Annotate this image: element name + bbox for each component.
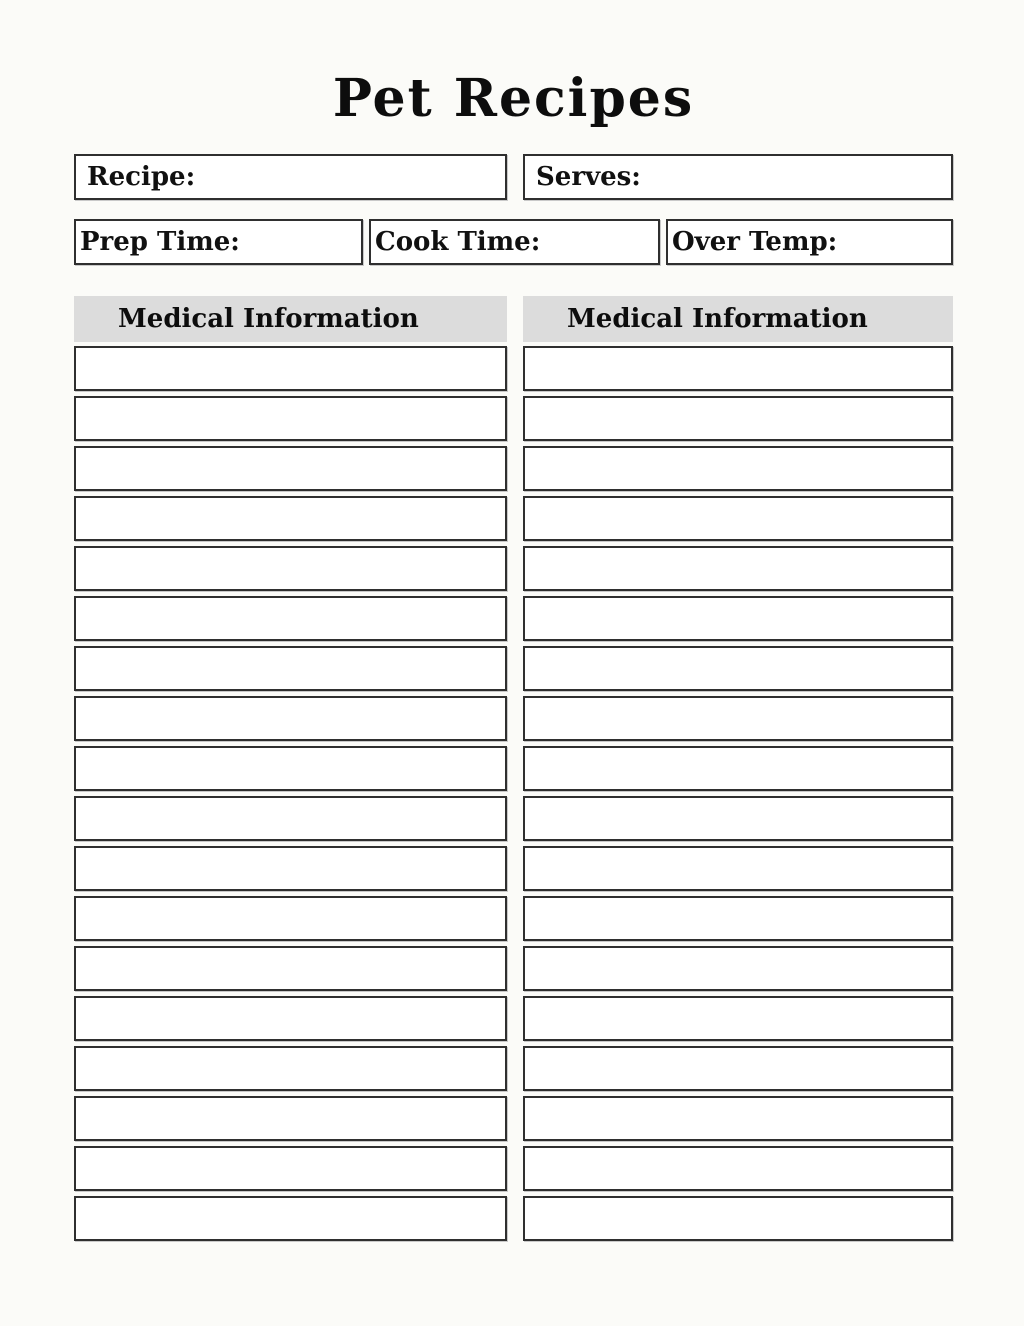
medical-info-row[interactable] bbox=[523, 546, 953, 591]
medical-info-row[interactable] bbox=[74, 696, 507, 741]
oven-temp-field[interactable] bbox=[666, 219, 953, 265]
medical-info-row[interactable] bbox=[74, 496, 507, 541]
medical-info-row[interactable] bbox=[74, 346, 507, 391]
medical-info-row[interactable] bbox=[523, 746, 953, 791]
medical-info-row[interactable] bbox=[523, 946, 953, 991]
medical-columns bbox=[74, 296, 953, 1246]
medical-column-left bbox=[74, 296, 507, 1246]
recipe-field[interactable] bbox=[74, 154, 507, 200]
medical-info-row[interactable] bbox=[74, 1196, 507, 1241]
medical-info-row[interactable] bbox=[74, 546, 507, 591]
medical-info-row[interactable] bbox=[74, 846, 507, 891]
prep-time-label: Prep Time: bbox=[80, 227, 240, 257]
medical-rows-right bbox=[523, 346, 953, 1241]
medical-info-row[interactable] bbox=[74, 946, 507, 991]
medical-info-row[interactable] bbox=[523, 1146, 953, 1191]
medical-info-row[interactable] bbox=[523, 896, 953, 941]
medical-info-row[interactable] bbox=[74, 596, 507, 641]
medical-info-row[interactable] bbox=[74, 446, 507, 491]
serves-label: Serves: bbox=[536, 162, 641, 192]
medical-info-row[interactable] bbox=[523, 496, 953, 541]
medical-info-row[interactable] bbox=[523, 1096, 953, 1141]
medical-info-row[interactable] bbox=[74, 746, 507, 791]
medical-info-header-left: Medical Information bbox=[74, 296, 507, 342]
medical-info-row[interactable] bbox=[74, 1146, 507, 1191]
medical-info-row[interactable] bbox=[74, 796, 507, 841]
medical-info-row[interactable] bbox=[523, 1196, 953, 1241]
medical-info-row[interactable] bbox=[74, 396, 507, 441]
recipe-serves-row bbox=[74, 154, 953, 200]
medical-info-row[interactable] bbox=[523, 846, 953, 891]
medical-info-row[interactable] bbox=[523, 446, 953, 491]
medical-info-row[interactable] bbox=[74, 896, 507, 941]
serves-field[interactable] bbox=[523, 154, 953, 200]
recipe-label: Recipe: bbox=[87, 162, 196, 192]
medical-info-row[interactable] bbox=[523, 346, 953, 391]
medical-column-right bbox=[523, 296, 953, 1246]
page-title: Pet Recipes bbox=[332, 68, 695, 129]
page-content bbox=[74, 70, 953, 1246]
medical-info-row[interactable] bbox=[523, 596, 953, 641]
medical-info-row[interactable] bbox=[74, 996, 507, 1041]
medical-info-header-right: Medical Information bbox=[523, 296, 953, 342]
medical-info-row[interactable] bbox=[74, 646, 507, 691]
medical-info-row[interactable] bbox=[74, 1096, 507, 1141]
medical-info-row[interactable] bbox=[523, 646, 953, 691]
medical-info-row[interactable] bbox=[523, 996, 953, 1041]
medical-rows-left bbox=[74, 346, 507, 1241]
times-row bbox=[74, 219, 953, 265]
medical-info-row[interactable] bbox=[523, 696, 953, 741]
medical-info-row[interactable] bbox=[523, 796, 953, 841]
cook-time-label: Cook Time: bbox=[375, 227, 541, 257]
medical-info-row[interactable] bbox=[74, 1046, 507, 1091]
oven-temp-label: Over Temp: bbox=[672, 227, 838, 257]
prep-time-field[interactable] bbox=[74, 219, 363, 265]
medical-info-row[interactable] bbox=[523, 1046, 953, 1091]
medical-info-row[interactable] bbox=[523, 396, 953, 441]
cook-time-field[interactable] bbox=[369, 219, 660, 265]
